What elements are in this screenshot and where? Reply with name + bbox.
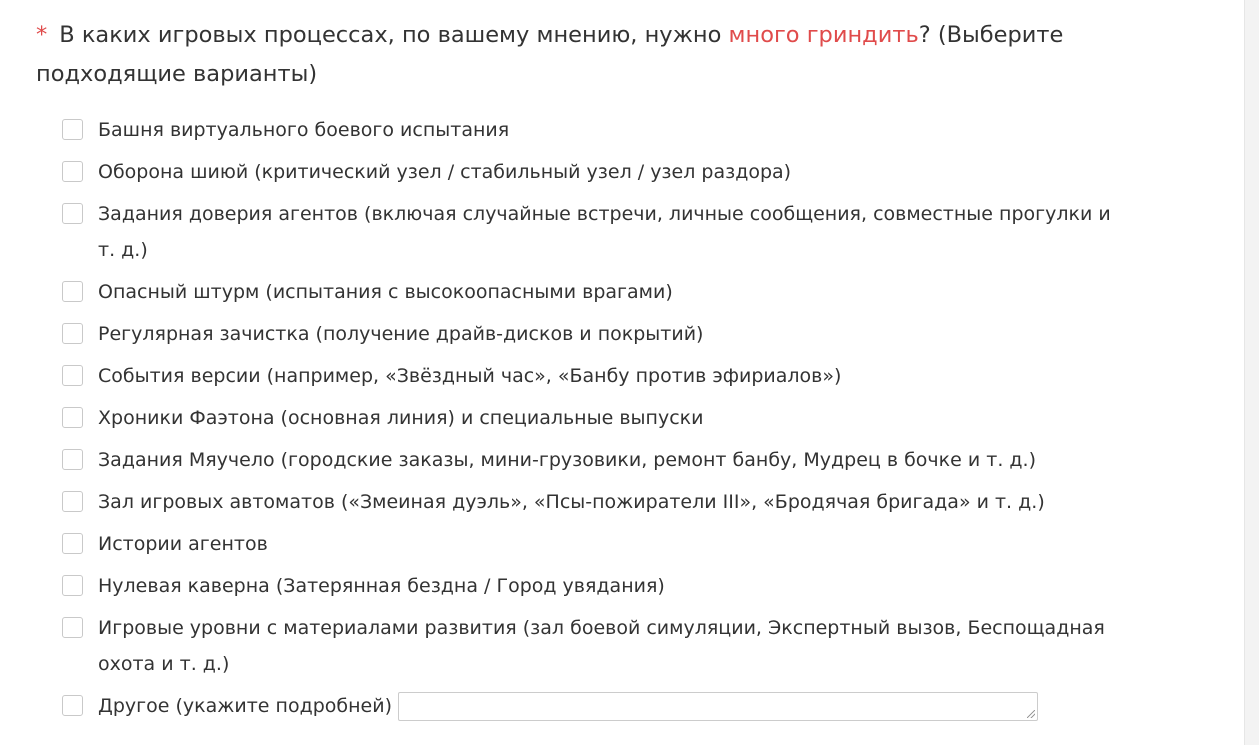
option-item[interactable] xyxy=(62,442,1122,478)
question-highlight: много гриндить xyxy=(728,22,919,48)
option-checkbox[interactable] xyxy=(62,323,83,344)
option-label[interactable]: События версии (например, «Звёздный час», «Банбу против эфириалов») xyxy=(98,365,842,387)
option-checkbox[interactable] xyxy=(62,491,83,512)
option-item[interactable] xyxy=(62,610,1122,682)
option-label[interactable]: Регулярная зачистка (получение драйв-дисков и покрытий) xyxy=(98,323,704,345)
option-item[interactable] xyxy=(62,196,1122,268)
option-label[interactable]: Оборона шиюй (критический узел / стабильный узел / узел раздора) xyxy=(98,161,792,183)
option-checkbox[interactable] xyxy=(62,575,83,596)
resize-grip-icon[interactable] xyxy=(1027,710,1035,718)
option-item[interactable] xyxy=(62,274,1122,310)
option-label[interactable]: Нулевая каверна (Затерянная бездна / Город увядания) xyxy=(98,575,665,597)
question-title xyxy=(36,16,1096,94)
option-checkbox-other[interactable] xyxy=(62,695,83,716)
option-item[interactable] xyxy=(62,526,1122,562)
option-item[interactable] xyxy=(62,400,1122,436)
option-label[interactable]: Башня виртуального боевого испытания xyxy=(98,119,510,141)
option-checkbox[interactable] xyxy=(62,365,83,386)
option-label[interactable]: Игровые уровни с материалами развития (зал боевой симуляции, Экспертный вызов, Беспощадная охота и т. д.) xyxy=(98,617,1105,675)
option-checkbox[interactable] xyxy=(62,407,83,428)
option-item[interactable] xyxy=(62,316,1122,352)
option-item[interactable] xyxy=(62,358,1122,394)
option-item-other[interactable] xyxy=(62,688,1122,724)
option-checkbox[interactable] xyxy=(62,449,83,470)
option-checkbox[interactable] xyxy=(62,533,83,554)
required-mark: * xyxy=(36,22,48,48)
option-item[interactable] xyxy=(62,154,1122,190)
option-label-other[interactable]: Другое (укажите подробней) xyxy=(98,695,392,717)
option-label[interactable]: Задания Мяучело (городские заказы, мини-грузовики, ремонт банбу, Мудрец в бочке и т. д.) xyxy=(98,449,1036,471)
options-list xyxy=(62,112,1122,730)
question-text-after: ? (Выберите подходящие варианты) xyxy=(36,22,1064,87)
option-item[interactable] xyxy=(62,568,1122,604)
option-label[interactable]: Опасный штурм (испытания с высокоопасными врагами) xyxy=(98,281,673,303)
option-checkbox[interactable] xyxy=(62,617,83,638)
option-checkbox[interactable] xyxy=(62,161,83,182)
option-label[interactable]: Хроники Фаэтона (основная линия) и специальные выпуски xyxy=(98,407,704,429)
option-label[interactable]: Зал игровых автоматов («Змеиная дуэль», «Псы-пожиратели III», «Бродячая бригада» и т. д.) xyxy=(98,491,1045,513)
option-label[interactable]: Задания доверия агентов (включая случайные встречи, личные сообщения, совместные прогулки и т. д.) xyxy=(98,203,1111,261)
option-item[interactable] xyxy=(62,112,1122,148)
vertical-scrollbar[interactable] xyxy=(1244,0,1259,745)
question-text-before: В каких игровых процессах, по вашему мнению, нужно xyxy=(59,22,729,48)
option-label[interactable]: Истории агентов xyxy=(98,533,268,555)
other-details-input[interactable] xyxy=(398,692,1038,721)
option-checkbox[interactable] xyxy=(62,119,83,140)
option-checkbox[interactable] xyxy=(62,281,83,302)
option-checkbox[interactable] xyxy=(62,203,83,224)
option-item[interactable] xyxy=(62,484,1122,520)
